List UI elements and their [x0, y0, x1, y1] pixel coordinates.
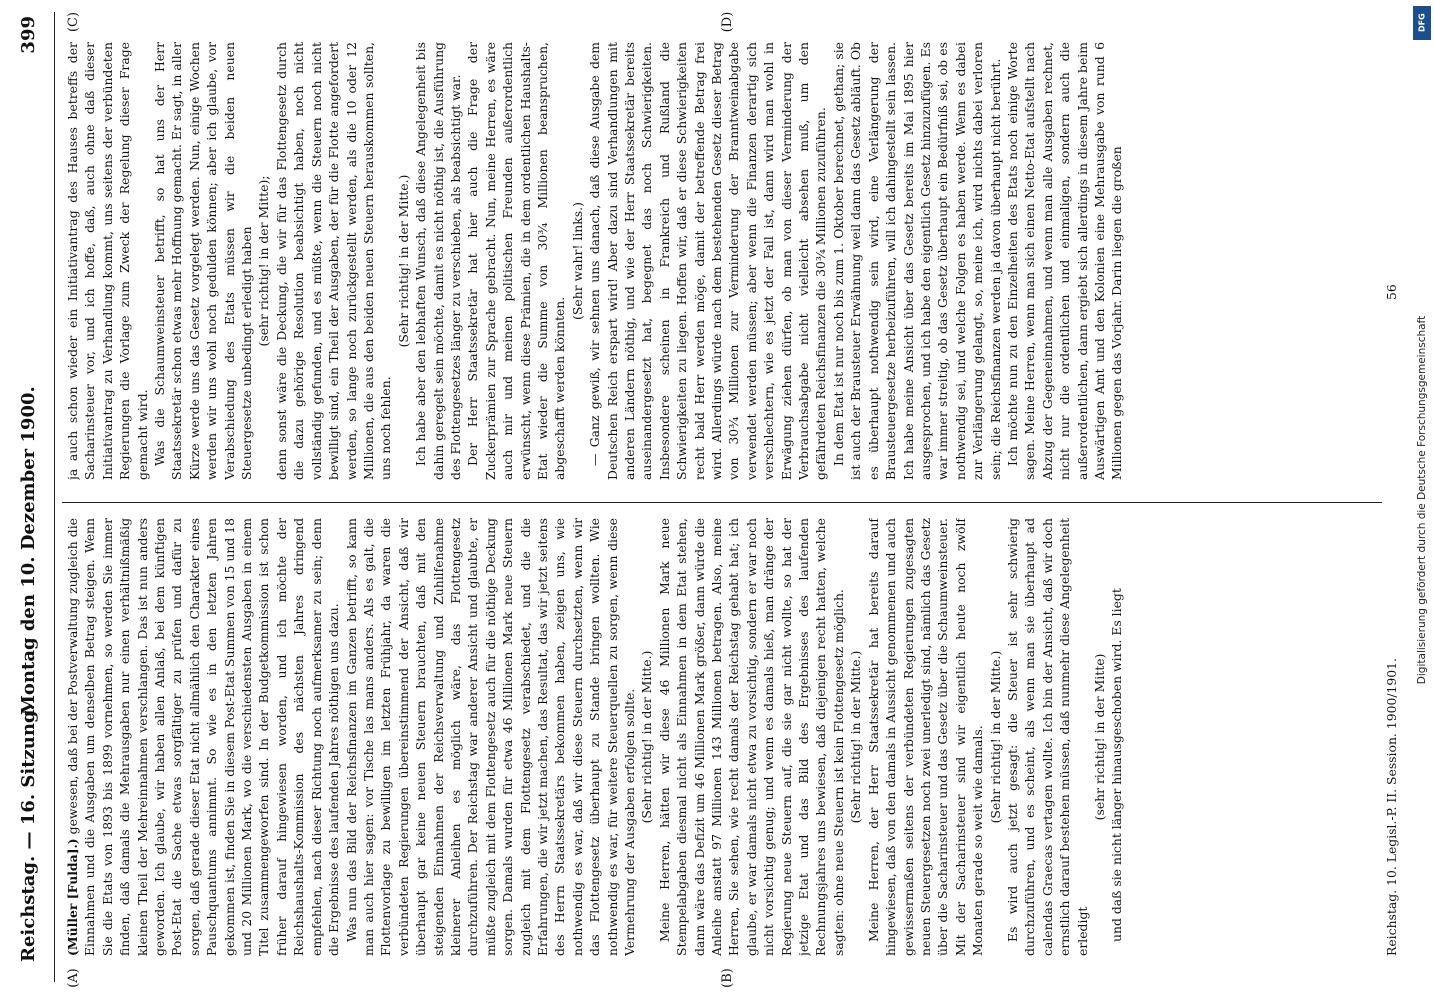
- speaker-name: (Müller [Fulda].): [65, 838, 80, 956]
- header-date: Montag den 10. Dezember 1900.: [18, 386, 39, 715]
- interjection: (Sehr richtig! in der Mitte.): [848, 650, 864, 824]
- paragraph-text: Es wird auch jetzt gesagt: die Steuer ist sehr schwierig durchzuführen, und es scheint, als wenn man sie überhaupt ad calendas Graecas vertagen wollte. Ich bin der Ansicht, daß wir doch ernstlich darauf bestehen müssen, daß nunmehr diese Angelegenheit erledigt: [1004, 518, 1090, 956]
- paragraph: [273, 42, 395, 480]
- paragraph: [343, 518, 639, 956]
- interjection: (Sehr richtig! in der Mitte.): [987, 650, 1003, 824]
- digitization-strip: [1410, 0, 1434, 1000]
- paragraph: [1108, 518, 1125, 956]
- margin-mark-d: (D): [720, 11, 735, 33]
- interjection: (sehr richtig! in der Mitte);: [256, 175, 272, 347]
- paragraph-text: Ich möchte nun zu den Einzelheiten des Etats noch einige Worte sagen. Meine Herren, wenn man sich einen Netto-Etat aufstellt nach Abzug der Gegeneinnahmen, und wenn man alle Ausgaben rechnet, nicht nur die ordentlichen und einmaligen, sondern auch die außerordentlichen, dann ergiebt sich allerdings in diesem Jahre beim Auswärtigen Amt und den Kolonien eine Mehrausgabe von rund 6 Millionen gegen das Vorjahr. Darin liegen die großen: [1004, 42, 1125, 480]
- paragraph: [656, 518, 847, 956]
- dfg-logo-icon: DFG: [1413, 6, 1431, 40]
- digitization-credit: Digitalisierung gefördert durch die Deutsche Forschungsgemeinschaft: [1416, 315, 1428, 685]
- interjection: (sehr richtig! in der Mitte): [1091, 653, 1107, 821]
- paragraph-text: In dem Etat ist nur noch bis zum 1. Oktober berechnet, gethan; sie ist auch der Brausteuer Erwähnung weil dann das Gesetz abläuft. Ob es überhaupt nothwendig sein wird, eine Verlängerung der Brausteuergesetze herbeizuführen, will ich dahingestellt sein lassen. Ich habe meine Ansicht über das Gesetz bereits im Mai 1895 hier ausgesprochen, und ich habe den eigentlich Gesetz hinzuzufügen. Es war immer streitig, ob das Gesetz überhaupt ein Bedürfniß sei, ob es nothwendig sei, und welche Folgen es haben werde. Wenn es dabei zur Verlängerung gelangt, so, meine ich, wird nichts dabei verloren sein; die Reichsfinanzen werden ja davon überhaupt nicht berührt.: [830, 42, 1003, 480]
- margin-mark-c: (C): [66, 11, 81, 33]
- header-session: Reichstag. — 16. Sitzung.: [18, 704, 39, 962]
- interjection: (Sehr richtig! in der Mitte.): [639, 650, 655, 824]
- margin-mark-b: (B): [720, 968, 735, 988]
- paragraph-text: Ich habe aber den lebhaften Wunsch, daß diese Angelegenheit bis dahin geregelt sein möchte, damit es nicht nöthig ist, die Ausführung des Flottengesetzes länger zu verschieben, als beabsichtigt war.: [413, 42, 463, 480]
- left-text-column: [64, 518, 1384, 956]
- paragraph: [1004, 42, 1126, 480]
- paragraph: [64, 518, 343, 956]
- paragraph-text: Meine Herren, hätten wir diese 46 Millionen Mark neue Stempelabgaben diesmal nicht als Einnahmen in dem Etat stehen, dann wäre das Defizit um 46 Millionen Mark größer, dann würde die Anleihe anstatt 97 Millionen 143 Millionen betragen. Also, meine Herren, Sie sehen, wie recht damals der Reichstag gehabt hat; ich glaube, er war damals nicht etwa zu vorsichtig, sondern er war noch nicht vorsichtig genug; und wenn es damals hieß, man dränge der Regierung neue Steuern auf, die sie gar nicht wollte, so hat der jetzige Etat und das Bild des Ergebnisses des laufenden Rechnungsjahres uns bewiesen, daß diejenigen recht hatten, welche sagten: ohne neue Steuern ist kein Flottengesetz möglich.: [656, 518, 846, 956]
- footer-session-info: Reichstag. 10. Legisl.-P. II. Session. 1900/1901.: [1384, 658, 1399, 956]
- paragraph-text: Meine Herren, der Herr Staatssekretär hat bereits darauf hingewiesen, daß von den damals in Aussicht genommenen und auch gewissermaßen seitens der verbündeten Regierungen zugesagten neuen Steuergesetzen noch zwei unerledigt sind, nämlich das Gesetz über die Sacharinsteuer und das Gesetz über die Schaumweinsteuer. Mit der Sacharinsteuer sind wir eigentlich heute noch zwölf Monaten gerade so weit wie damals.: [865, 518, 986, 956]
- footer-signature: 56: [1384, 284, 1399, 300]
- paragraph-text: gewesen, daß bei der Postverwaltung zugleich die Einnahmen und die Ausgaben um denselben Betrag steigen. Wenn Sie die Etats von 1893 bis 1899 vornehmen, so werden Sie immer finden, daß damals die Mehrausgaben nur einen verhältnißmäßig kleinen Theil der Mehreinnahmen verschlangen. Das ist nun anders geworden. Ich glaube, wir haben allen Anlaß, bei dem künftigen Post-Etat die Sache etwas sorgfältiger zu prüfen und dafür zu sorgen, daß gerade dieser Etat nicht allmählich den Charakter eines Pauschquantums annimmt. So wie es in den letzten Jahren gekommen ist, finden Sie in diesem Post-Etat Summen von 15 und 18 und 20 Millionen Mark, wo die verschiedensten Ausgaben in einem Titel zusammengeworfen sind. In der Budgetkommission ist schon früher darauf hingewiesen worden, und ich möchte der Reichshaushalts-Kommission des nächsten Jahres dringend empfehlen, nach dieser Richtung noch aufmerksamer zu sein; denn die Ergebnisse des laufenden Jahres nöthigen uns dazu.: [65, 518, 342, 956]
- paragraph-text: ja auch schon wieder ein Initiativantrag des Hauses betreffs der Sacharinsteuer vor, und ich hoffe, daß, auch ohne daß dieser Initiativantrag zu Verhandlung kommt, uns seitens der verbündeten Regierungen die Vorlage zum Zweck der Regelung dieser Frage gemacht wird.: [65, 42, 150, 480]
- paragraph: [64, 42, 151, 480]
- page-header: [18, 10, 54, 990]
- margin-mark-a: (A): [66, 968, 81, 988]
- paragraph: [464, 42, 568, 480]
- paragraph-text: Was nun das Bild der Reichsfinanzen im Ganzen betrifft, so kann man auch hier sagen: vor Tische las mans anders. Als es galt, die Flottenvorlage zu bewilligen im letzten Frühjahr, da waren die verbündeten Regierungen übereinstimmend der Ansicht, daß wir überhaupt gar keine neuen Steuern brauchten, daß mit den steigenden Einnahmen der Reichsverwaltung und Zuhilfenahme kleinerer Anleihen es möglich wäre, das Flottengesetz durchzuführen. Der Reichstag war anderer Ansicht und glaubte, er müßte zugleich mit dem Flottengesetz auch für die nöthige Deckung sorgen. Damals wurden für etwa 46 Millionen Mark neue Steuern zugleich mit dem Flottengesetz verabschiedet, und die die Erfahrungen, die wir jetzt machen, das Resultat, das wir jetzt seitens des Herrn Staatssekretärs bekommen haben, zeigen uns, wie nothwendig es war, daß wir diese Steuern durchsetzten, wenn wir das Flottengesetz überhaupt zu Stande bringen wollten. Wie nothwendig es war, für weitere Steuerquellen zu sorgen, wenn diese Vermehrung der Ausgaben erfolgen sollte.: [343, 518, 637, 956]
- paragraph-text: — Ganz gewiß, wir sehnen uns danach, daß diese Ausgabe dem Deutschen Reich erspart wird! Aber dazu sind Verhandlungen mit anderen Ländern nöthig, und wie der Herr Staatssekretär bereits auseinandergesetzt hat, begegnet das noch Schwierigkeiten. Insbesondere scheinen in Frankreich und Rußland die Schwierigkeiten zu liegen. Hoffen wir, daß er diese Schwierigkeiten recht bald Herr werden möge, damit der betreffende Betrag frei wird. Allerdings würde nach dem bestehenden Gesetz dieser Betrag von 30¾ Millionen zur Verminderung der Branntweinabgabe verwendet werden müssen; aber wenn die Finanzen derartig sich verschlechtern, wie es jetzt der Fall ist, dann wird man wohl in Erwägung ziehen dürfen, ob man von dieser Verminderung der Verbrauchsabgabe nicht vielleicht absehen muß, um den gefährdeten Reichsfinanzen die 30¾ Millionen zuzuführen.: [587, 42, 829, 480]
- header-rule: [54, 12, 55, 982]
- right-text-column: [64, 42, 1384, 480]
- page-number: 399: [18, 16, 39, 54]
- paragraph: [586, 42, 830, 480]
- paragraph-text: Was die Schaumweinsteuer betrifft, so hat uns der Herr Staatssekretär schon etwas mehr Hoffnung gemacht. Er sagt, in aller Kürze werde uns das Gesetz vorgelegt werden. Nun, einige Wochen werden wir uns wohl noch gedulden können; aber ich glaube, vor Verabschiedung des Etats müssen wir die beiden neuen Steuergesetze unbedingt erledigt haben: [152, 42, 255, 480]
- paragraph-text: denn sonst wäre die Deckung, die wir für das Flottengesetz durch die dazu gehörige Resolution beabsichtigt haben, noch nicht vollständig gefunden, und es müßte, wenn die Steuern noch nicht bewilligt sind, ein Theil der Ausgaben, der für die Flotte angefordert werden, so lange noch zurückgestellt werden, als die 10 oder 12 Millionen, die aus den beiden neuen Steuern herauskommen sollten, uns noch fehlen.: [273, 42, 394, 480]
- paragraph: [151, 42, 255, 480]
- paragraph-text: und daß sie nicht länger hinausgeschoben wird. Es liegt: [1109, 588, 1125, 942]
- paragraph: [830, 42, 1004, 480]
- paragraph: [1004, 518, 1091, 956]
- paragraph: [865, 518, 987, 956]
- column-divider: [62, 502, 1382, 503]
- interjection: (Sehr wahr! links.): [569, 202, 585, 320]
- interjection: (Sehr richtig! in der Mitte.): [395, 174, 411, 348]
- paragraph-text: Der Herr Staatssekretär hat hier auch die Frage der Zuckerprämien zur Sprache gebracht. Nun, meine Herren, es wäre auch mir und meinen politischen Freunden außerordentlich erwünscht, wenn diese Prämien, die in dem ordentlichen Haushalts-Etat wieder die Summe von 30¾ Millionen beanspruchen, abgeschafft werden könnten.: [465, 42, 568, 480]
- paragraph: [412, 42, 464, 480]
